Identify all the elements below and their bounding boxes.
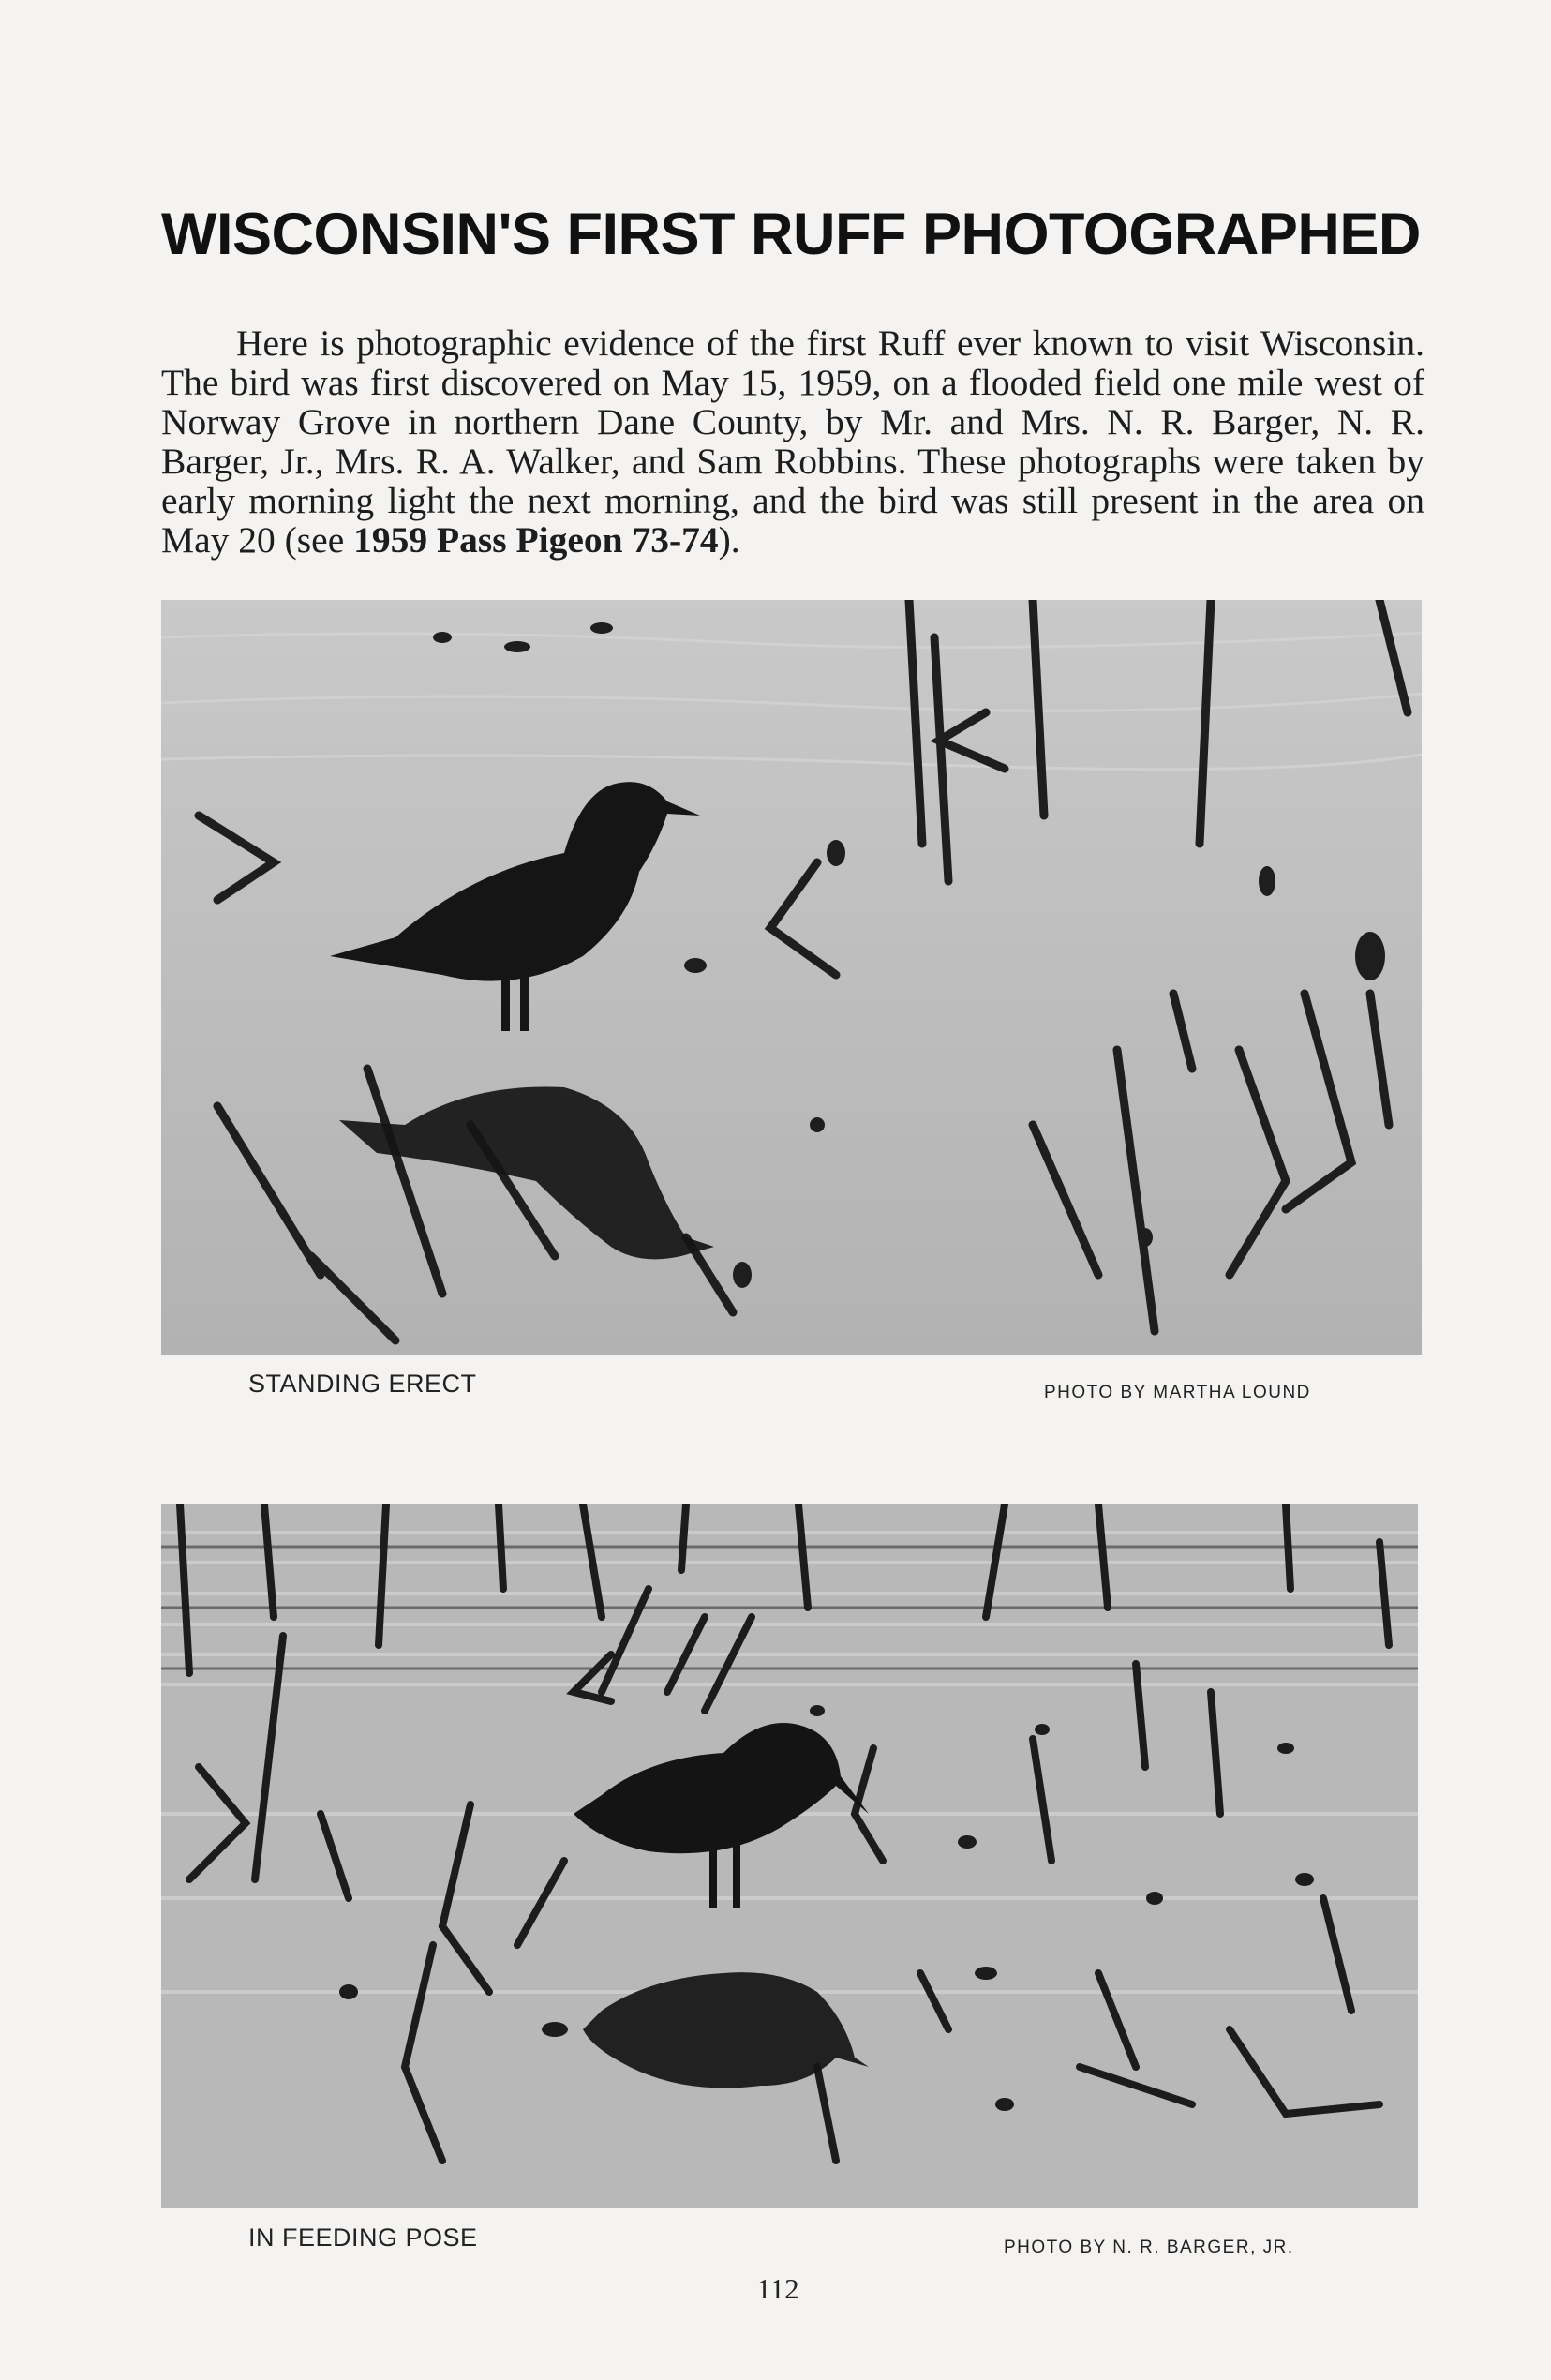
intro-citation: 1959 Pass Pigeon 73-74 (353, 518, 719, 561)
intro-end: ). (718, 518, 740, 561)
page-title: WISCONSIN'S FIRST RUFF PHOTOGRAPHED (161, 202, 1421, 267)
intro-text: Here is photographic evidence of the first Ruff ever known to visit Wisconsin. The bird was first discovered on May 15, 1959, on a flooded field one mile west of Norway Grove in northern Dane County, by Mr. and Mrs. N. R. Barger, N. R. Barger, Jr., Mrs. R. A. Walker, and Sam Robbins. These photographs were taken by early morning light the next morning, and the bird was still present in the area on May 20 (see (161, 322, 1424, 561)
photo2-credit: PHOTO BY N. R. BARGER, JR. (1004, 2238, 1294, 2257)
photo1-caption: STANDING ERECT (248, 1370, 477, 1398)
intro-paragraph (161, 323, 1424, 560)
photo1-credit: PHOTO BY MARTHA LOUND (1044, 1383, 1311, 1402)
photo2-caption: IN FEEDING POSE (248, 2223, 478, 2252)
photo-standing-erect (161, 600, 1422, 1355)
page-number: 112 (756, 2272, 799, 2305)
photo-feeding-pose (161, 1504, 1418, 2208)
